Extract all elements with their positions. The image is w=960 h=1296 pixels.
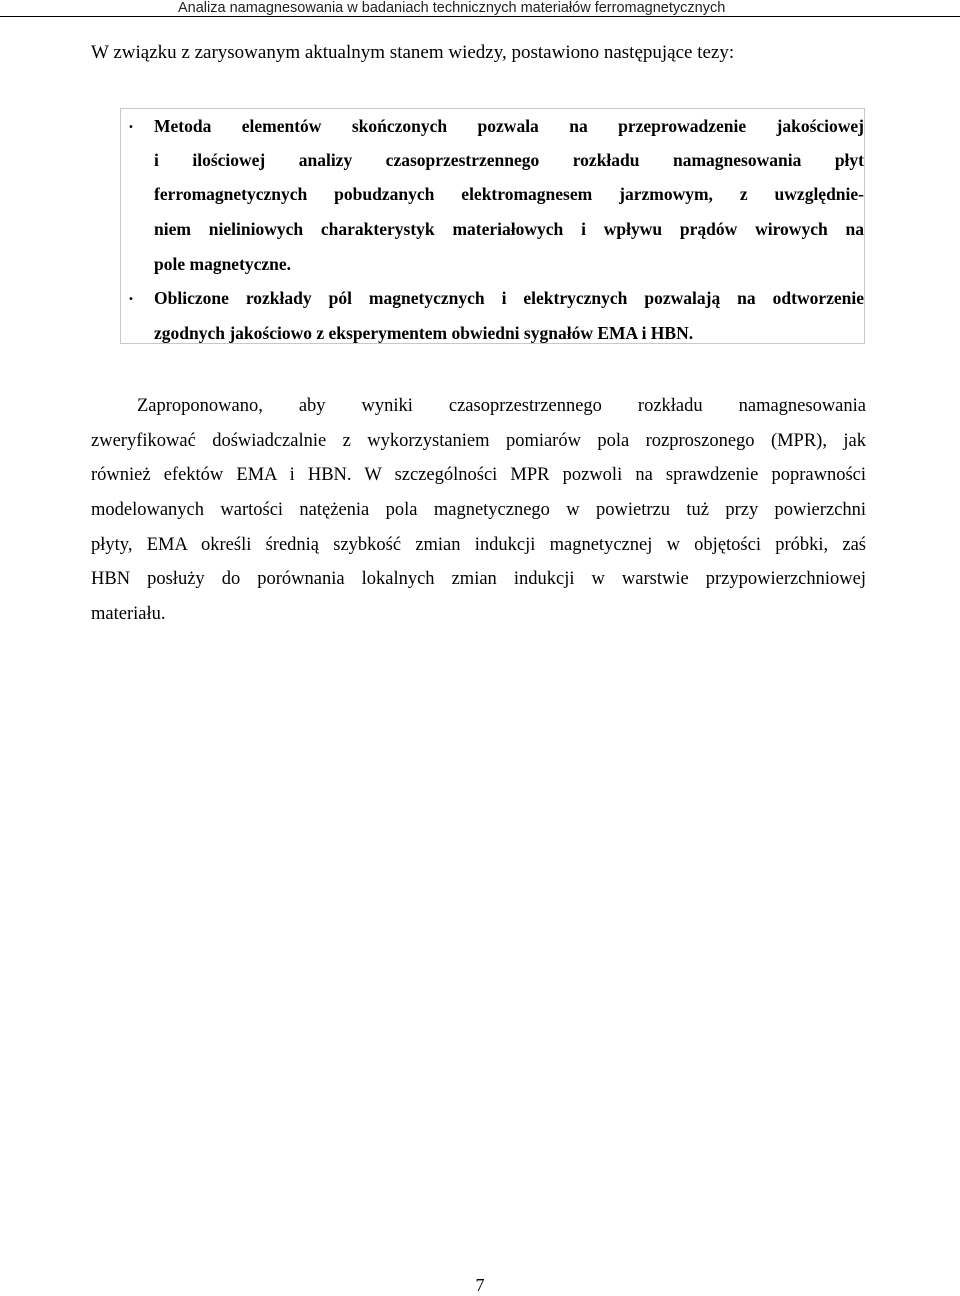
paragraph-line-1: Zaproponowano, aby wyniki czasoprzestrzennego rozkładu namagnesowania bbox=[137, 396, 866, 416]
running-header bbox=[0, 0, 960, 17]
paragraph-line-6: HBN posłuży do porównania lokalnych zmian indukcji w warstwie przypowierzchniowej bbox=[91, 569, 866, 589]
thesis-1-line-3: ferromagnetycznych pobudzanych elektromagnesem jarzmowym, z uwzględnie- bbox=[154, 184, 864, 204]
paragraph-line-5: płyty, EMA określi średnią szybkość zmian indukcji magnetycznej w objętości próbki, zaś bbox=[91, 535, 866, 555]
thesis-1-line-2: i ilościowej analizy czasoprzestrzennego rozkładu namagnesowania płyt bbox=[154, 150, 864, 170]
page-number: 7 bbox=[475, 1275, 485, 1295]
thesis-1-line-5: pole magnetyczne. bbox=[154, 254, 292, 274]
thesis-2-line-2: zgodnych jakościowo z eksperymentem obwiedni sygnałów EMA i HBN. bbox=[154, 323, 694, 343]
intro-sentence: W związku z zarysowanym aktualnym stanem wiedzy, postawiono następujące tezy: bbox=[91, 42, 735, 63]
running-header-title: Analiza namagnesowania w badaniach technicznych materiałów ferromagnetycznych bbox=[178, 0, 726, 16]
thesis-2-line-1: Obliczone rozkłady pól magnetycznych i elektrycznych pozwalają na odtworzenie bbox=[154, 288, 864, 308]
bullet-icon: • bbox=[128, 122, 134, 133]
paragraph-line-2: zweryfikować doświadczalnie z wykorzystaniem pomiarów pola rozproszonego (MPR), jak bbox=[91, 431, 866, 451]
paragraph-line-7: materiału. bbox=[91, 604, 166, 624]
thesis-1-line-1: Metoda elementów skończonych pozwala na przeprowadzenie jakościowej bbox=[154, 116, 864, 136]
paragraph-line-4: modelowanych wartości natężenia pola magnetycznego w powietrzu tuż przy powierzchni bbox=[91, 500, 866, 520]
thesis-1-line-4: niem nieliniowych charakterystyk materiałowych i wpływu prądów wirowych na bbox=[154, 219, 864, 239]
theses-box bbox=[120, 108, 865, 344]
bullet-icon: • bbox=[128, 294, 134, 305]
paragraph-line-3: również efektów EMA i HBN. W szczególności MPR pozwoli na sprawdzenie poprawności bbox=[91, 465, 866, 485]
